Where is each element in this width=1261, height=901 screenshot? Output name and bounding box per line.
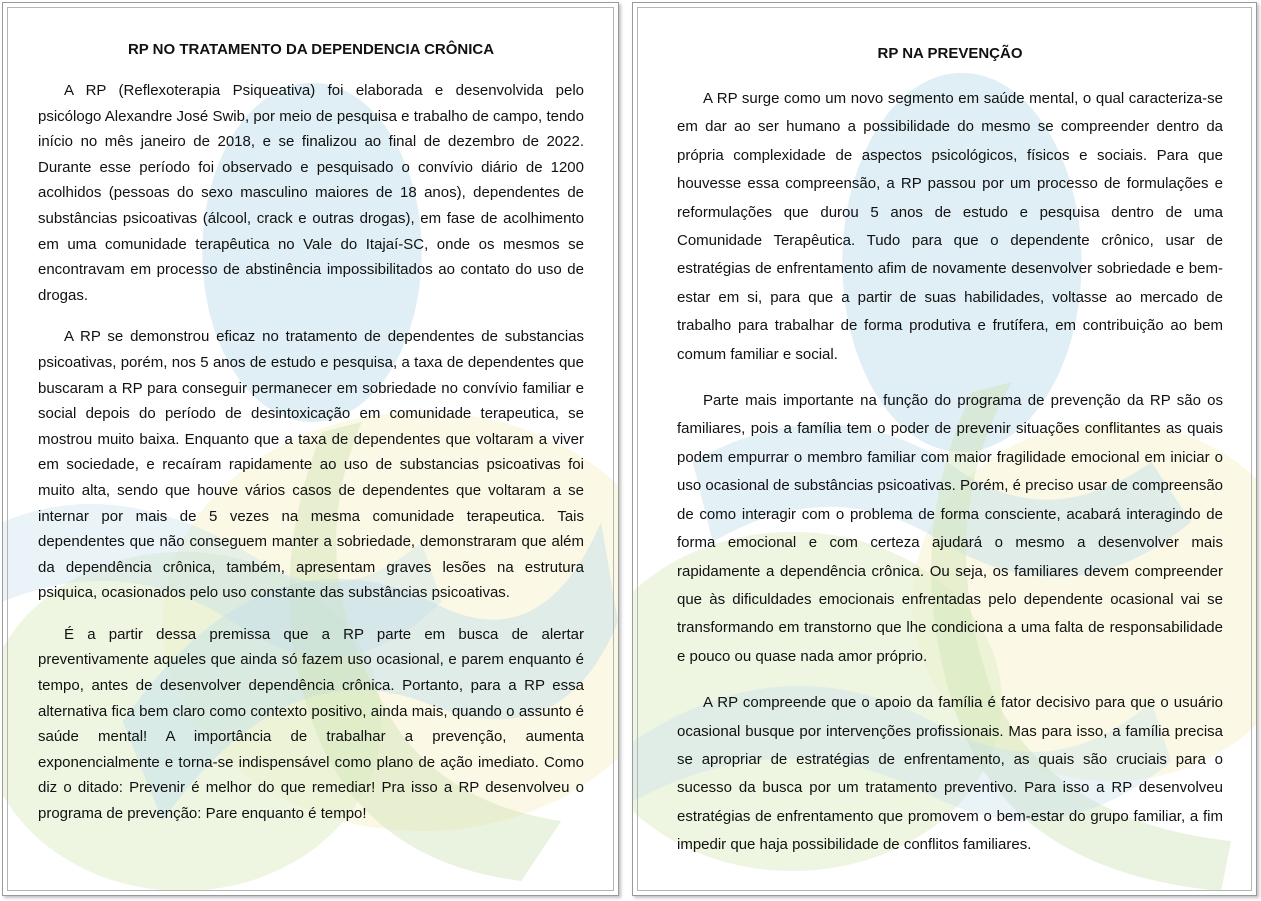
- left-page-title: RP NO TRATAMENTO DA DEPENDENCIA CRÔNICA: [127, 41, 495, 58]
- right-page-content: [677, 41, 1223, 878]
- document-page-right: [632, 2, 1257, 896]
- left-paragraph-1: A RP (Reflexoterapia Psiqueativa) foi elaborada e desenvolvida pelo psicólogo Alexandre José Swib, por meio de pesquisa e trabalho de campo, tendo início no mês janeiro de 2018, e se finalizou ao final de dezembro de 2022. Durante esse período foi observado e pesquisado o convívio diário de 1200 acolhidos (pessoas do sexo masculino maiores de 18 anos), dependentes de substâncias psicoativas (álcool, crack e outras drogas), em fase de acolhimento em uma comunidade terapêutica no Vale do Itajaí-SC, onde os mesmos se encontravam em processo de abstinência impossibilitados ao contato do uso de drogas.: [38, 82, 584, 304]
- right-page-title: RP NA PREVENÇÃO: [877, 45, 1023, 62]
- left-paragraph-3: É a partir dessa premissa que a RP parte em busca de alertar preventivamente aqueles que ainda só fazem uso ocasional, e parem enquanto é tempo, antes de desenvolver dependência crônica. Portanto, para a RP essa alternativa fica bem claro como contexto positivo, ainda mais, quando o assunto é saúde mental! A importância de trabalhar a prevenção, aumenta exponencialmente e torna-se indispensável como plano de ação imediato. Como diz o ditado: Prevenir é melhor do que remediar! Pra isso a RP desenvolveu o programa de prevenção: Pare enquanto é tempo!: [38, 625, 584, 823]
- left-page-content: [38, 37, 584, 843]
- right-paragraph-1: A RP surge como um novo segmento em saúde mental, o qual caracteriza-se em dar ao ser humano a possibilidade do mesmo se compreender dentro da própria complexidade de aspectos psicológicos, físicos e sociais. Para que houvesse essa compreensão, a RP passou por um processo de formulações e reformulações que durou 5 anos de estudo e pesquisa dentro de uma Comunidade Terapêutica. Tudo para que o dependente crônico, usar de estratégias de enfrentamento afim de novamente desenvolver sobriedade e bem-estar em si, para que a partir de suas habilidades, voltasse ao mercado de trabalho para trabalhar de forma produtiva e frutífera, em contribuição ao bem comum familiar e social.: [677, 90, 1223, 363]
- document-page-left: [2, 2, 619, 896]
- left-paragraph-2: A RP se demonstrou eficaz no tratamento de dependentes de substancias psicoativas, porém, nos 5 anos de estudo e pesquisa, a taxa de dependentes que buscaram a RP para conseguir permanecer em sobriedade no convívio familiar e social depois do período de desintoxicação em comunidade terapeutica, se mostrou muito baixa. Enquanto que a taxa de dependentes que voltaram a viver em sociedade, e recaíram rapidamente ao uso de substancias psicoativas foi muito alta, sendo que houve vários casos de dependentes que voltaram a se internar por mais de 5 vezes na mesma comunidade terapeutica. Tais dependentes que não conseguem manter a sobriedade, demonstraram que além da dependência crônica, também, apresentam graves lesões na estrutura psiquica, ocasionados pelo uso constante das substâncias psicoativas.: [38, 328, 584, 602]
- right-paragraph-3: A RP compreende que o apoio da família é fator decisivo para que o usuário ocasional busque por intervenções profissionais. Mas para isso, a família precisa se apropriar de estratégias de enfrentamento, as quais são cruciais para o sucesso da busca por um tratamento preventivo. Para isso a RP desenvolveu estratégias de enfrentamento que promovem o bem-estar do grupo familiar, a fim impedir que haja possibilidade de conflitos familiares.: [677, 694, 1223, 854]
- right-paragraph-2: Parte mais importante na função do programa de prevenção da RP são os familiares, pois a família tem o poder de prevenir situações conflitantes as quais podem empurrar o membro familiar com maior fragilidade emocional em iniciar o uso ocasional de substâncias psicoativas. Porém, é preciso usar de compreensão de como interagir com o problema de forma consciente, acabará interagindo de forma emocional e com certeza ajudará o mesmo a desenvolver mais rapidamente a dependência crônica. Ou seja, os familiares devem compreender que às dificuldades emocionais enfrentadas pelo dependente ocasional vai se transformando em transtorno que lhe condiciona a uma falta de responsabilidade e pouco ou quase nada amor próprio.: [677, 392, 1223, 665]
